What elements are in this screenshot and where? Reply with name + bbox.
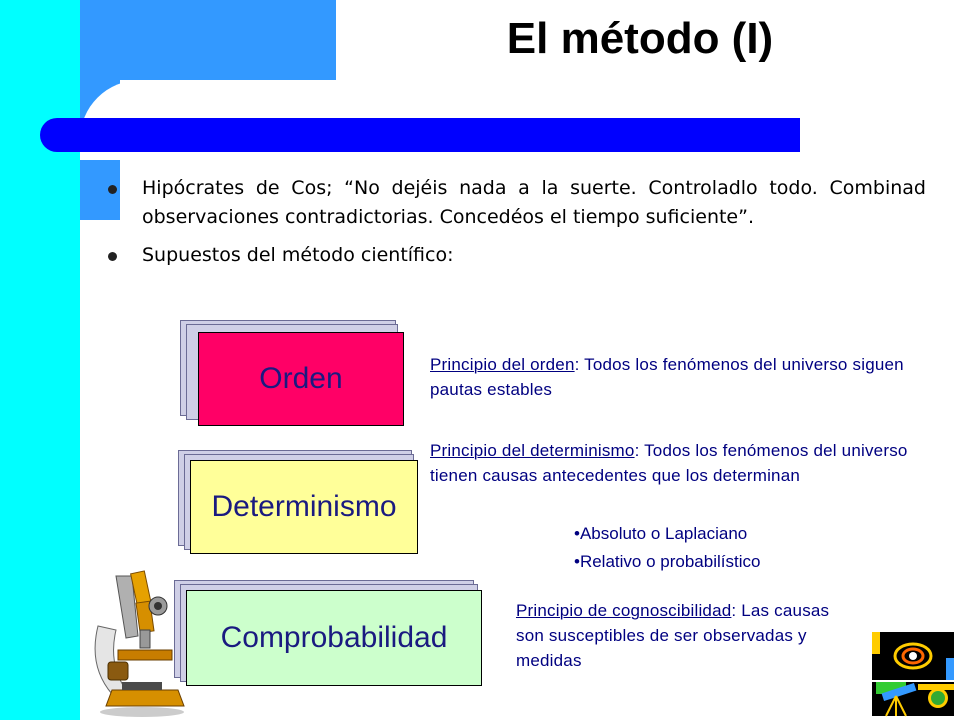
determinismo-label: Determinismo <box>211 490 397 523</box>
principio-cognoscibilidad-text <box>516 598 836 673</box>
bullet-item <box>108 174 926 232</box>
header-block <box>80 0 336 80</box>
principio-determinismo-desc: : Todos los fenómenos del universo tienen causas antecedentes que los determinan <box>430 441 908 485</box>
determinismo-subitems <box>574 520 760 576</box>
principio-determinismo-text <box>430 438 946 488</box>
comprobabilidad-box <box>186 590 482 686</box>
principio-cognoscibilidad-name: Principio de cognoscibilidad <box>516 601 732 620</box>
title-rule <box>80 118 800 152</box>
comprobabilidad-label: Comprobabilidad <box>220 621 448 654</box>
bullet-text: Supuestos del método científico: <box>142 244 454 266</box>
bullet-dot-icon <box>108 185 117 194</box>
bullet-item <box>108 241 926 270</box>
subitem-absoluto: •Absoluto o Laplaciano <box>574 524 748 543</box>
bullet-dot-icon <box>108 252 117 261</box>
bullet-list <box>108 174 926 270</box>
microscope-icon <box>82 566 192 718</box>
determinismo-box <box>190 460 418 554</box>
astronomy-telescope-icon <box>870 630 956 718</box>
principio-determinismo-name: Principio del determinismo <box>430 441 635 460</box>
slide-title: El método (I) <box>506 14 774 63</box>
principio-orden-text <box>430 352 930 402</box>
orden-box <box>198 332 404 426</box>
left-sidebar-band <box>0 0 80 720</box>
subitem-relativo: •Relativo o probabilístico <box>574 552 761 571</box>
bullet-text: Hipócrates de Cos; “No dejéis nada a la suerte. Controladlo todo. Combinad observaciones contradictorias. Concedéos el tiempo suficiente”. <box>142 177 926 228</box>
principio-orden-name: Principio del orden <box>430 355 575 374</box>
principio-orden-desc: : Todos los fenómenos del universo siguen pautas estables <box>430 355 904 399</box>
orden-label: Orden <box>259 362 343 395</box>
principio-cognoscibilidad-desc: : Las causas son susceptibles de ser observadas y medidas <box>516 601 830 670</box>
